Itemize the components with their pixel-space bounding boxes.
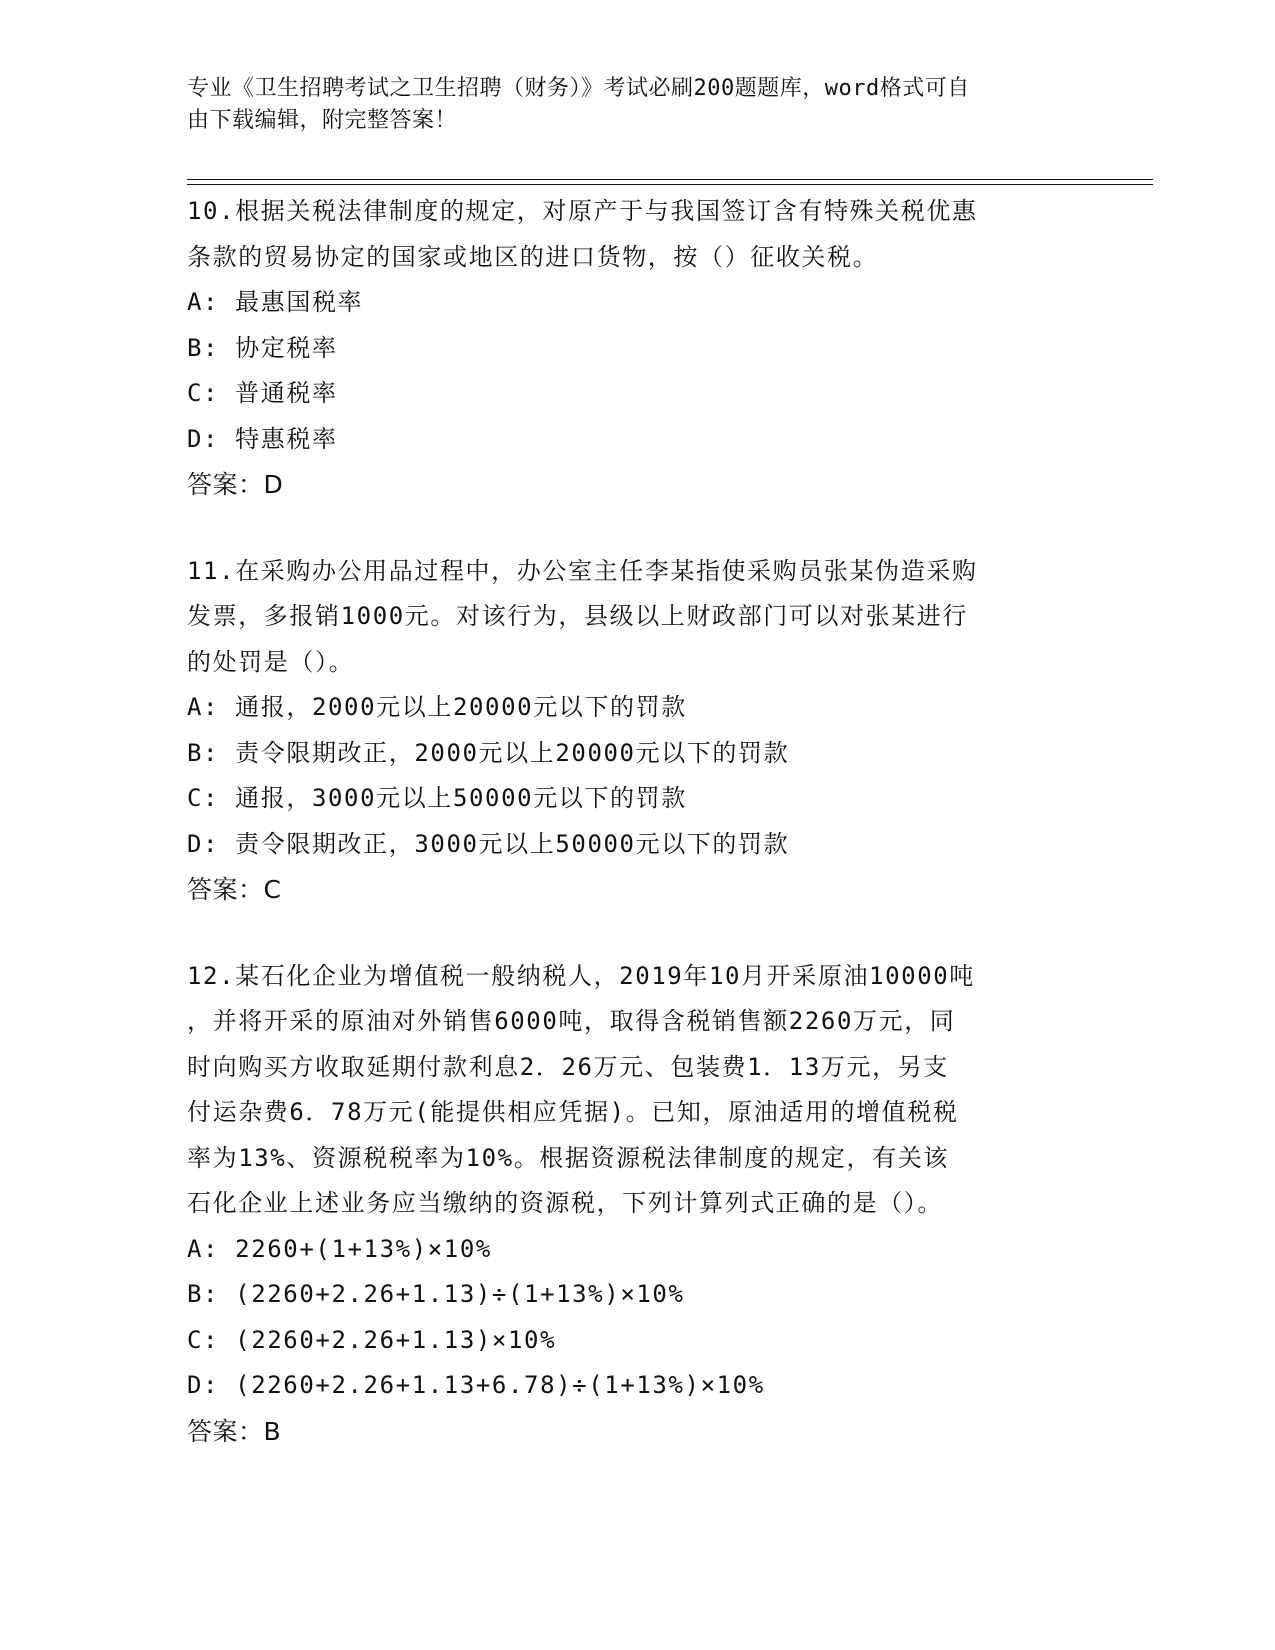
question-10-stem-line-1: 10.根据关税法律制度的规定，对原产于与我国签订含有特殊关税优惠 xyxy=(187,197,978,225)
question-10-option-d: D: 特惠税率 xyxy=(187,424,338,453)
question-11 xyxy=(187,549,1087,913)
question-12-stem-line-2: ，并将开采的原油对外销售6000吨，取得含税销售额2260万元，同 xyxy=(187,1007,956,1035)
question-10 xyxy=(187,189,1087,508)
question-10-answer: 答案：D xyxy=(187,470,284,499)
header-line-1: 专业《卫生招聘考试之卫生招聘（财务）》考试必刷200题题库，word格式可自 xyxy=(187,76,970,101)
question-11-option-c: C: 通报，3000元以上50000元以下的罚款 xyxy=(187,784,687,812)
question-12-option-b: B: (2260+2.26+1.13)÷(1+13%)×10% xyxy=(187,1280,685,1308)
question-10-stem-line-2: 条款的贸易协定的国家或地区的进口货物，按（）征收关税。 xyxy=(187,242,879,271)
question-12 xyxy=(187,954,1087,1455)
document-header xyxy=(187,73,1087,137)
question-10-option-b: B: 协定税率 xyxy=(187,333,338,362)
question-11-option-d: D: 责令限期改正，3000元以上50000元以下的罚款 xyxy=(187,829,790,858)
question-list xyxy=(187,189,1087,1454)
question-12-option-a: A: 2260+(1+13%)×10% xyxy=(187,1234,492,1263)
header-rule-top xyxy=(187,179,1153,180)
question-10-option-c: C: 普通税率 xyxy=(187,379,338,407)
question-12-answer: 答案：B xyxy=(187,1416,282,1446)
question-12-stem-line-3: 时向购买方收取延期付款利息2．26万元、包装费1．13万元，另支 xyxy=(187,1052,949,1081)
question-11-stem-line-1: 11.在采购办公用品过程中，办公室主任李某指使采购员张某伪造采购 xyxy=(187,556,978,585)
question-12-stem-line-1: 12.某石化企业为增值税一般纳税人，2019年10月开采原油10000吨 xyxy=(187,961,975,990)
question-11-stem-line-2: 发票，多报销1000元。对该行为，县级以上财政部门可以对张某进行 xyxy=(187,602,968,630)
question-12-option-c: C: (2260+2.26+1.13)×10% xyxy=(187,1325,557,1354)
question-12-stem-line-4: 付运杂费6．78万元(能提供相应凭据)。已知，原油适用的增值税税 xyxy=(187,1098,959,1126)
question-11-option-a: A: 通报，2000元以上20000元以下的罚款 xyxy=(187,693,687,721)
question-11-answer: 答案：C xyxy=(187,875,282,904)
question-10-option-a: A: 最惠国税率 xyxy=(187,288,364,316)
question-12-stem-line-6: 石化企业上述业务应当缴纳的资源税，下列计算列式正确的是（）。 xyxy=(187,1189,943,1217)
header-rule-bottom xyxy=(187,184,1153,185)
header-line-2: 由下载编辑，附完整答案！ xyxy=(187,108,458,133)
question-11-option-b: B: 责令限期改正，2000元以上20000元以下的罚款 xyxy=(187,738,790,767)
question-12-option-d: D: (2260+2.26+1.13+6.78)÷(1+13%)×10% xyxy=(187,1371,765,1399)
question-12-stem-line-5: 率为13%、资源税税率为10%。根据资源税法律制度的规定，有关该 xyxy=(187,1143,949,1172)
question-11-stem-line-3: 的处罚是（）。 xyxy=(187,647,355,676)
